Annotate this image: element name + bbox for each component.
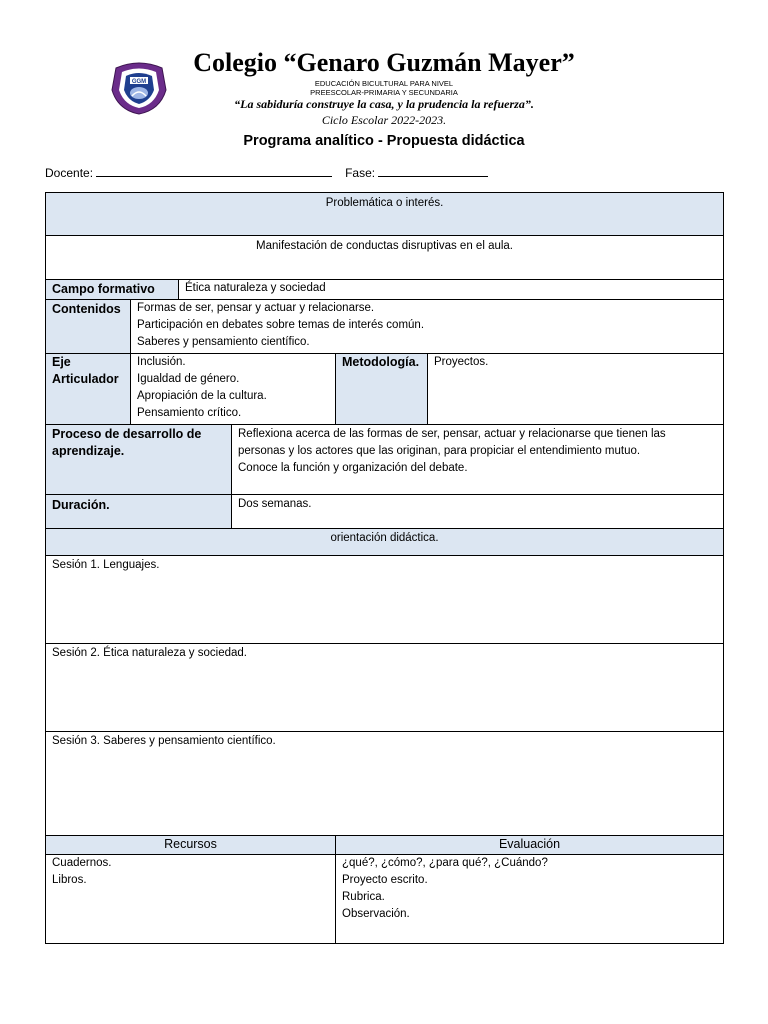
evaluacion-header: Evaluación	[336, 836, 724, 855]
metodologia-value: Proyectos.	[428, 354, 724, 425]
recursos-header: Recursos	[46, 836, 336, 855]
campo-formativo-value: Ética naturaleza y sociedad	[179, 280, 724, 300]
problem-header: Problemática o interés.	[46, 193, 724, 236]
proceso-label-line: aprendizaje.	[52, 444, 125, 458]
eje-item: Inclusión.	[137, 356, 186, 368]
phase-label: Fase:	[345, 166, 376, 180]
proceso-line: Conoce la función y organización del debate.	[238, 462, 468, 474]
recurso-item: Cuadernos.	[52, 857, 112, 869]
teacher-input-line[interactable]	[96, 163, 332, 177]
teacher-label: Docente:	[45, 166, 94, 180]
header-fields	[45, 163, 725, 182]
recurso-item: Libros.	[52, 874, 87, 886]
problem-text: Manifestación de conductas disruptivas en el aula.	[46, 236, 724, 280]
contenido-item: Formas de ser, pensar y actuar y relacionarse.	[137, 302, 375, 314]
evaluacion-item: ¿qué?, ¿cómo?, ¿para qué?, ¿Cuándo?	[342, 857, 548, 869]
evaluacion-item: Proyecto escrito.	[342, 874, 428, 886]
school-name: Colegio “Genaro Guzmán Mayer”	[193, 48, 575, 77]
proceso-line: personas y los actores que las originan, para propiciar el entendimiento mutuo.	[238, 445, 641, 457]
school-year: Ciclo Escolar 2022-2023.	[321, 113, 447, 127]
logo-text: GGM	[131, 79, 147, 85]
eje-item: Igualdad de género.	[137, 373, 240, 385]
campo-formativo-label: Campo formativo	[46, 280, 179, 300]
proceso-line: Reflexiona acerca de las formas de ser, pensar, actuar y relacionarse que tienen las	[238, 428, 666, 440]
duracion-label: Duración.	[46, 495, 232, 529]
contenidos-label: Contenidos	[46, 300, 131, 354]
proceso-desarrollo-label	[46, 425, 232, 495]
program-table	[45, 192, 724, 944]
metodologia-label: Metodología.	[336, 354, 428, 425]
contenido-item: Saberes y pensamiento científico.	[137, 336, 310, 348]
eje-item: Apropiación de la cultura.	[137, 390, 267, 402]
session-2: Sesión 2. Ética naturaleza y sociedad.	[46, 644, 724, 732]
school-level-line-1: EDUCACIÓN BICULTURAL PARA NIVEL	[314, 79, 454, 88]
session-3: Sesión 3. Saberes y pensamiento científico.	[46, 732, 724, 836]
eje-label-line: Eje	[52, 355, 71, 369]
contenidos-list	[131, 300, 724, 354]
duracion-value: Dos semanas.	[232, 495, 724, 529]
school-level-line-2: PREESCOLAR-PRIMARIA Y SECUNDARIA	[310, 88, 458, 97]
recursos-list	[46, 855, 336, 944]
eje-label-line: Articulador	[52, 372, 119, 386]
session-1: Sesión 1. Lenguajes.	[46, 556, 724, 644]
orientacion-header: orientación didáctica.	[46, 529, 724, 556]
phase-input-line[interactable]	[378, 163, 488, 177]
eje-item: Pensamiento crítico.	[137, 407, 242, 419]
eje-articulador-label	[46, 354, 131, 425]
evaluacion-item: Rubrica.	[342, 891, 385, 903]
eje-articulador-list	[131, 354, 336, 425]
program-title: Programa analítico - Propuesta didáctica	[243, 133, 525, 149]
proceso-desarrollo-text	[232, 425, 724, 495]
proceso-label-line: Proceso de desarrollo de	[52, 427, 202, 441]
evaluacion-item: Observación.	[342, 908, 410, 920]
evaluacion-list	[336, 855, 724, 944]
contenido-item: Participación en debates sobre temas de interés común.	[137, 319, 425, 331]
school-motto: “La sabiduría construye la casa, y la prudencia la refuerza”.	[234, 97, 534, 111]
